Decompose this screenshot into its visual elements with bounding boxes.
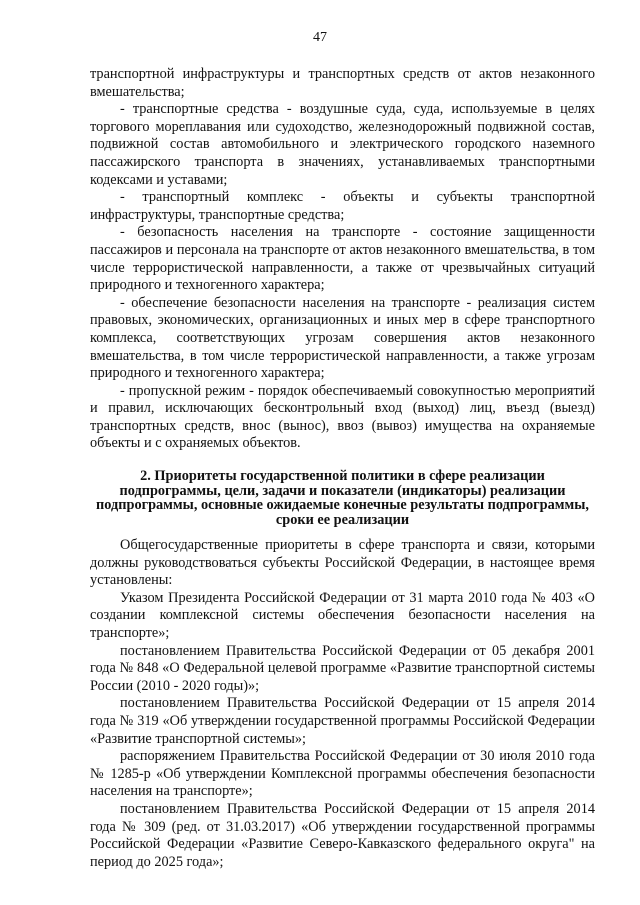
definition-transport-complex: - транспортный комплекс - объекты и субъекты транспортной инфраструктуры, транспортные средства; [90, 189, 595, 223]
paragraph-continuation: транспортной инфраструктуры и транспортных средств от актов незаконного вмешательства; [90, 66, 595, 100]
resolution-848: постановлением Правительства Российской Федерации от 05 декабря 2001 года № 848 «О Федеральной целевой программе «Развитие транспортной системы России (2010 - 2020 годы)»; [90, 642, 595, 694]
page-body [90, 66, 595, 871]
order-1285-r: распоряжением Правительства Российской Федерации от 30 июля 2010 года № 1285-р «Об утверждении Комплексной программы обеспечения безопасности населения на транспорте»; [90, 748, 595, 800]
decree-403: Указом Президента Российской Федерации от 31 марта 2010 года № 403 «О создании комплексной системы обеспечения безопасности населения на транспорте»; [90, 589, 595, 642]
definition-safety-provision: - обеспечение безопасности населения на транспорте - реализация систем правовых, экономических, организационных и иных мер в сфере транспортного комплекса, соответствующих угрозам совершения актов незаконного вмешательства, в том числе террористической направленности, а также угрозам природного и техногенного характера; [90, 294, 595, 382]
definition-population-safety: - безопасность населения на транспорте - состояние защищенности пассажиров и персонала на транспорте от актов незаконного вмешательства, в том числе террористической направленности, а также от чрезвычайных ситуаций природного и техногенного характера; [90, 224, 595, 294]
resolution-309: постановлением Правительства Российской Федерации от 15 апреля 2014 года № 309 (ред. от 31.03.2017) «Об утверждении государственной программы Российской Федерации «Развитие Северо-Кавказского федерального округа" на период до 2025 года»; [90, 800, 595, 870]
priorities-intro: Общегосударственные приоритеты в сфере транспорта и связи, которыми должны руководствоваться субъекты Российской Федерации, в настоящее время установлены: [90, 537, 595, 589]
resolution-319: постановлением Правительства Российской Федерации от 15 апреля 2014 года № 319 «Об утверждении государственной программы Российской Федерации «Развитие транспортной системы»; [90, 695, 595, 747]
definition-transport-vehicles: - транспортные средства - воздушные суда, суда, используемые в целях торгового мореплавания или судоходство, железнодорожный подвижной состав, подвижной состав автомобильного и электрического городского наземного пассажирского транспорта в значениях, устанавливаемых транспортными кодексами и уставами; [90, 101, 595, 188]
definition-access-regime: - пропускной режим - порядок обеспечиваемый совокупностью мероприятий и правил, исключающих бесконтрольный вход (выход) лиц, въезд (выезд) транспортных средств, внос (вынос), ввоз (вывоз) имущества на охраняемые объекты и с охраняемых объектов. [90, 382, 595, 452]
page-number: 47 [313, 30, 327, 45]
section-heading: 2. Приоритеты государственной политики в сфере реализации подпрограммы, цели, задачи и показатели (индикаторы) реализации подпрограммы, основные ожидаемые конечные результаты подпрограммы, сроки ее реализации [96, 468, 589, 528]
